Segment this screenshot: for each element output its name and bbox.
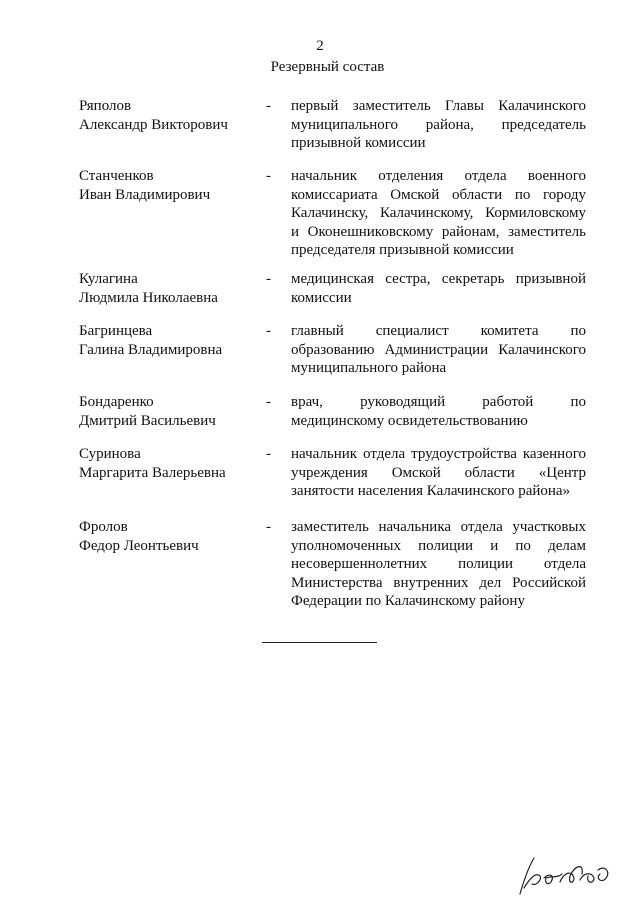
end-divider: [262, 642, 377, 643]
member-surname: Багринцева: [79, 323, 153, 339]
dash-separator: -: [266, 168, 271, 184]
handwritten-signature: [514, 848, 614, 898]
dash-separator: -: [266, 323, 271, 339]
role-line: Калачинску, Калачинскому, Кормиловскому: [291, 205, 586, 221]
role-line: главный специалист комитета по: [291, 323, 586, 339]
role-line: и Оконешниковскому районам, заместитель: [291, 223, 586, 240]
role-line: медицинская сестра, секретарь призывной: [291, 271, 586, 287]
page-title: Резервный состав: [270, 59, 385, 75]
role-line: уполномоченных полиции и по делам: [291, 537, 586, 554]
role-line: первый заместитель Главы Калачинского: [291, 98, 586, 114]
dash-separator: -: [266, 519, 271, 535]
role-line: Министерства внутренних дел Российской: [291, 574, 586, 591]
member-given-name: Федор Леонтьевич: [79, 537, 199, 554]
role-line: врач, руководящий работой по: [291, 394, 586, 410]
member-role: [291, 322, 586, 378]
role-line: несовершеннолетних полиции отдела: [291, 556, 586, 572]
role-line: муниципального района, председатель: [291, 116, 586, 133]
role-line: муниципального района: [291, 360, 447, 376]
member-name: [79, 322, 254, 359]
role-line: призывной комиссии: [291, 135, 426, 151]
member-surname: Ряполов: [79, 98, 132, 114]
member-name: [79, 167, 254, 204]
dash-separator: -: [266, 394, 271, 410]
member-given-name: Александр Викторович: [79, 116, 228, 133]
member-surname: Суринова: [79, 446, 141, 462]
member-name: [79, 97, 254, 134]
dash-separator: -: [266, 271, 271, 287]
member-name: [79, 518, 254, 555]
role-line: медицинскому освидетельствованию: [291, 412, 528, 429]
member-role: [291, 270, 586, 307]
role-line: учреждения Омской области «Центр: [291, 464, 586, 481]
member-given-name: Дмитрий Васильевич: [79, 412, 216, 429]
member-role: [291, 393, 586, 430]
role-line: председателя призывной комиссии: [291, 242, 514, 258]
member-given-name: Иван Владимирович: [79, 186, 211, 203]
member-name: [79, 270, 254, 307]
member-name: [79, 393, 254, 430]
role-line: начальник отделения отдела военного: [291, 168, 586, 184]
dash-separator: -: [266, 98, 271, 114]
member-name: [79, 445, 254, 482]
role-line: комиссии: [291, 289, 352, 306]
member-surname: Фролов: [79, 519, 128, 535]
dash-separator: -: [266, 446, 271, 462]
role-line: Федерации по Калачинскому району: [291, 593, 525, 609]
member-role: [291, 97, 586, 153]
role-line: комиссариата Омской области по городу: [291, 186, 586, 203]
member-surname: Кулагина: [79, 271, 138, 287]
member-given-name: Людмила Николаевна: [79, 289, 218, 306]
role-line: заместитель начальника отдела участковых: [291, 519, 586, 535]
member-given-name: Маргарита Валерьевна: [79, 464, 226, 481]
member-surname: Бондаренко: [79, 394, 154, 410]
role-line: начальник отдела трудоустройства казенного: [291, 446, 586, 462]
role-line: занятости населения Калачинского района»: [291, 483, 571, 499]
member-given-name: Галина Владимировна: [79, 341, 223, 358]
member-role: [291, 167, 586, 260]
member-role: [291, 445, 586, 501]
member-role: [291, 518, 586, 611]
page-number: 2: [316, 38, 324, 54]
member-surname: Станченков: [79, 168, 154, 184]
role-line: образованию Администрации Калачинского: [291, 341, 586, 358]
